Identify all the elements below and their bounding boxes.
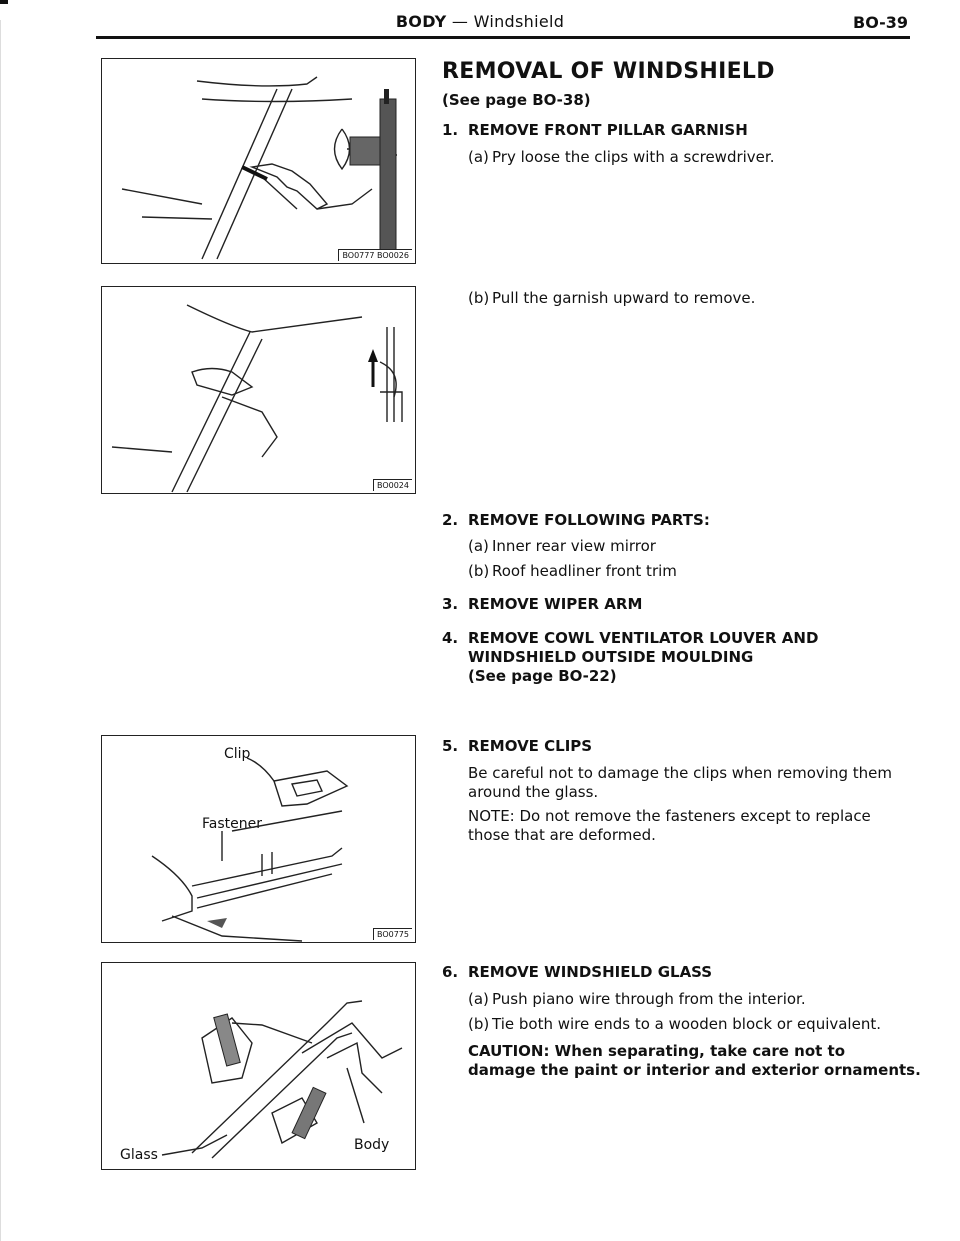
substep-label: (b) [468,289,490,307]
step-text: REMOVE WINDSHIELD GLASS [468,963,713,981]
step-text: REMOVE COWL VENTILATOR LOUVER AND [468,629,819,647]
figure-glass-body [101,962,416,1170]
glass-removal-illustration [102,963,415,1169]
body-label: Body [354,1137,390,1153]
step-6b [468,1014,881,1034]
step-2a [468,536,656,556]
substep-label: (b) [468,1015,490,1033]
caution-line1: CAUTION: When separating, take care not to [468,1042,846,1060]
clip-fastener-illustration [102,736,415,942]
figure-pull-garnish [101,286,416,494]
glass-label: Glass [120,1147,158,1163]
substep-text: Roof headliner front trim [492,562,677,580]
step-number: 5. [442,737,459,755]
step-number: 1. [442,121,459,139]
step-text: REMOVE FOLLOWING PARTS: [468,511,710,529]
figure-code: BO0775 [373,928,412,940]
step-2b [468,561,677,581]
substep-text: Tie both wire ends to a wooden block or equivalent. [492,1015,881,1033]
see-page-ref: (See page BO-38) [442,91,591,109]
page-header [0,12,960,31]
substep-label: (a) [468,537,489,555]
pillar-screwdriver-illustration [102,59,415,263]
step-5-note-line1: NOTE: Do not remove the fasteners except to replace [468,807,871,825]
figure-code: BO0777 BO0026 [338,249,412,261]
substep-label: (a) [468,148,489,166]
step-1b [468,288,755,308]
clip-label: Clip [224,746,251,762]
page-number: BO-39 [853,13,908,32]
step-2-heading [442,510,710,530]
header-rule [96,36,910,39]
header-section: BODY [395,12,447,31]
figure-clip-fastener [101,735,416,943]
substep-label: (a) [468,990,489,1008]
step-3-heading [442,594,642,614]
header-subsection: Windshield [473,12,565,31]
garnish-pull-illustration [102,287,415,493]
step-4-line2: WINDSHIELD OUTSIDE MOULDING [468,648,754,666]
page-title: REMOVAL OF WINDSHIELD [442,59,775,84]
step-number: 4. [442,629,459,647]
step-6a [468,989,806,1009]
fastener-label: Fastener [202,816,262,832]
step-number: 6. [442,963,459,981]
step-4-ref: (See page BO-22) [468,667,617,685]
step-number: 2. [442,511,459,529]
step-4-heading [442,628,818,648]
figure-code: BO0024 [373,479,412,491]
substep-label: (b) [468,562,490,580]
substep-text: Inner rear view mirror [492,537,656,555]
step-1-heading [442,120,748,140]
page-corner-mark [0,0,8,4]
header-separator: — [446,12,474,31]
step-6-heading [442,962,712,982]
step-text: REMOVE FRONT PILLAR GARNISH [468,121,748,139]
step-1a [468,147,774,167]
caution-line2: damage the paint or interior and exterior ornaments. [468,1061,921,1079]
step-5-body-line2: around the glass. [468,783,599,801]
step-5-heading [442,736,592,756]
substep-text: Pry loose the clips with a screwdriver. [492,148,775,166]
step-5-body-line1: Be careful not to damage the clips when removing them [468,764,892,782]
substep-text: Push piano wire through from the interior. [492,990,806,1008]
substep-text: Pull the garnish upward to remove. [492,289,756,307]
figure-pry-clips [101,58,416,264]
page-edge-line [0,20,1,1241]
step-5-note-line2: those that are deformed. [468,826,656,844]
step-number: 3. [442,595,459,613]
step-text: REMOVE CLIPS [468,737,593,755]
step-text: REMOVE WIPER ARM [468,595,643,613]
